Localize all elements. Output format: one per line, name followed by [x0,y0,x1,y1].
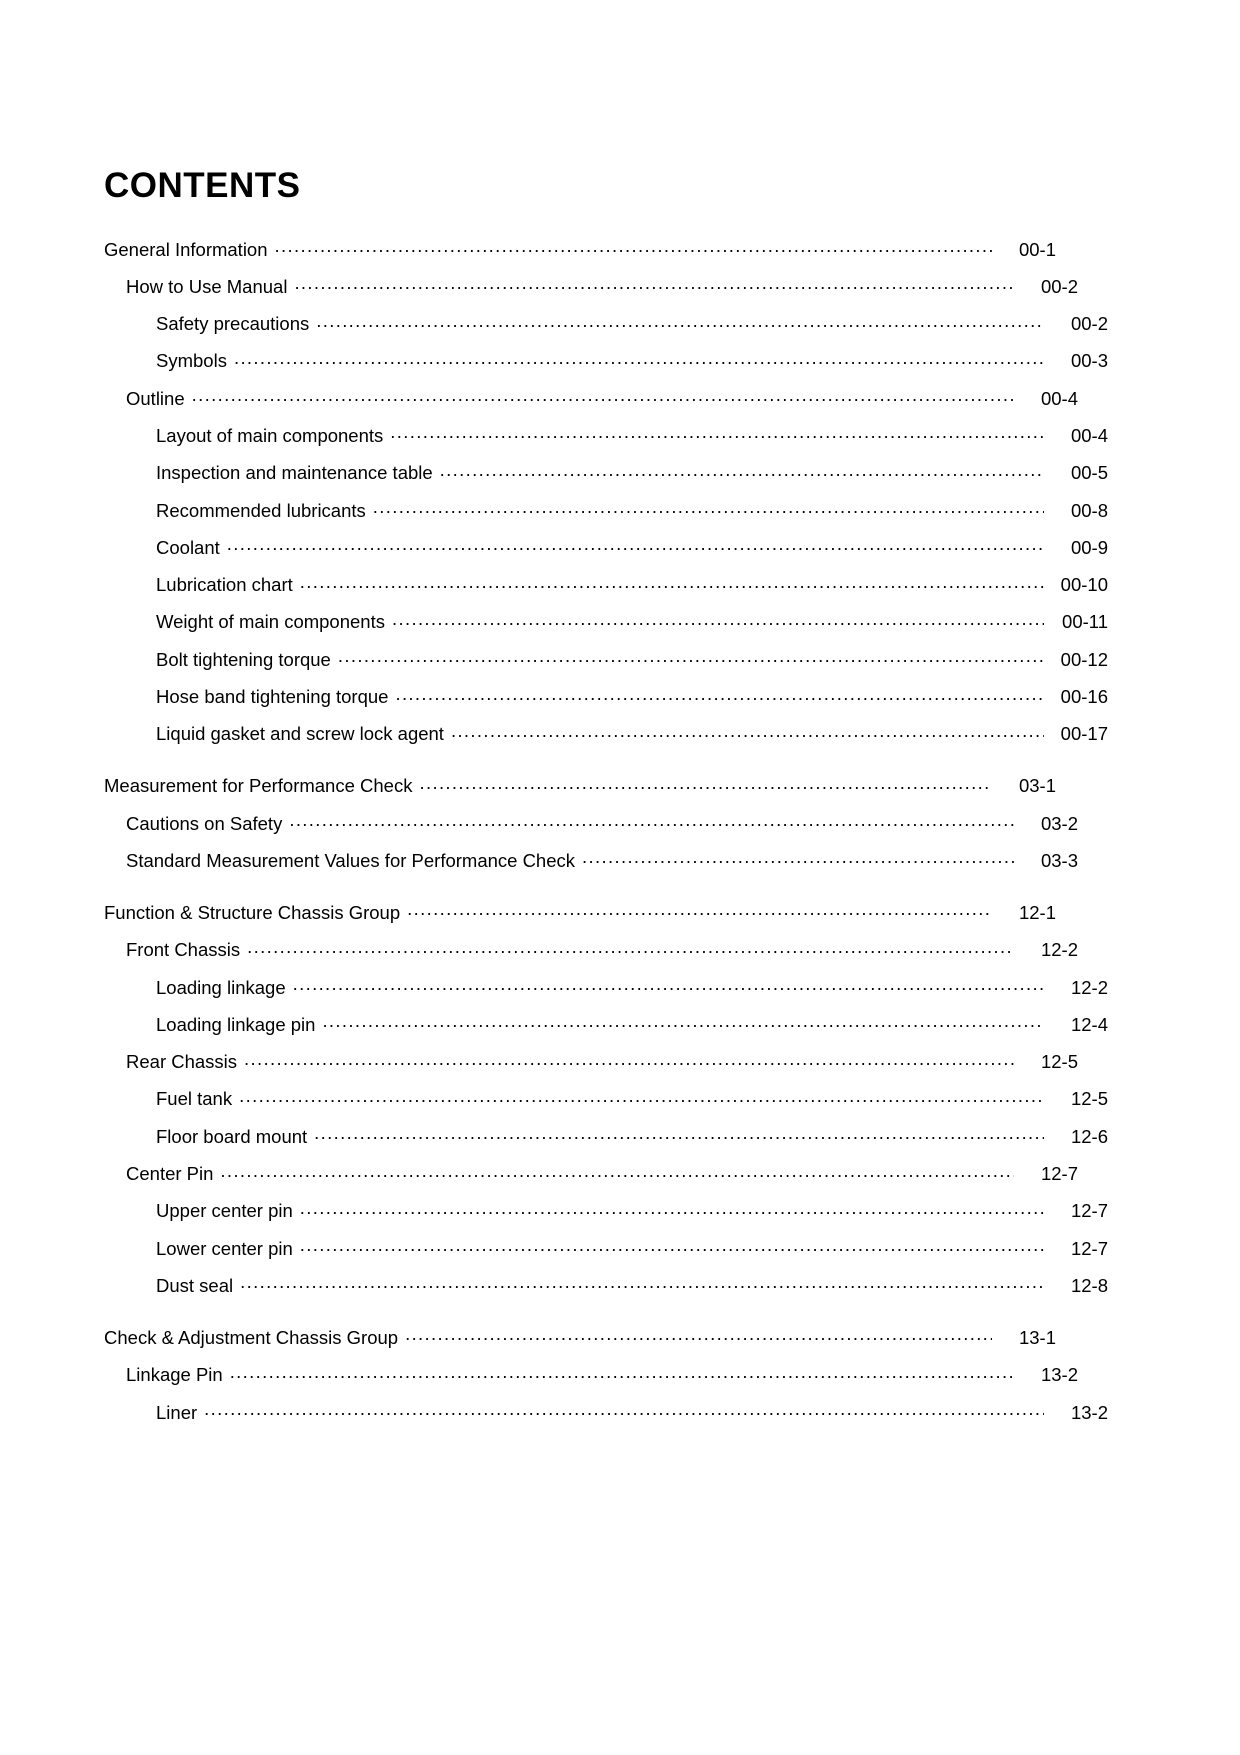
toc-entry[interactable] [156,685,1108,707]
toc-entry-label: General Information [104,238,268,260]
toc-entry-page-number: 00-17 [1060,723,1108,745]
toc-entry-label: Layout of main components [156,424,384,446]
toc-entry-label: Safety precautions [156,313,310,335]
toc-entry-label: Recommended lubricants [156,499,366,521]
toc-entry-page-number: 00-16 [1060,686,1108,708]
toc-entry-label: Front Chassis [126,939,241,961]
toc-leader-dots [395,685,1044,704]
toc-entry-page-number: 12-8 [1070,1274,1108,1296]
toc-entry-page-number: 12-5 [1040,1051,1078,1073]
toc-entry-page-number: 03-1 [1018,775,1056,797]
toc-entry-page-number: 13-1 [1018,1326,1056,1348]
toc-entry-label: Symbols [156,350,227,372]
toc-leader-dots [294,274,1014,293]
toc-entry[interactable] [156,535,1108,557]
toc-leader-dots [244,1050,1014,1069]
toc-entry[interactable] [156,573,1108,595]
toc-leader-dots [192,386,1014,405]
toc-entry-label: Standard Measurement Values for Performance Check [126,849,576,871]
toc-entry[interactable] [126,811,1078,833]
toc-entry-label: Function & Structure Chassis Group [104,901,401,923]
toc-entry[interactable] [126,1162,1078,1184]
toc-entry-label: Fuel tank [156,1088,233,1110]
toc-entry-label: Outline [126,387,185,409]
toc-entry[interactable] [104,900,1056,922]
toc-entry[interactable] [156,312,1108,334]
toc-leader-dots [204,1400,1044,1419]
toc-leader-dots [220,1162,1014,1181]
toc-entry-page-number: 00-9 [1070,536,1108,558]
toc-entry-page-number: 00-5 [1070,462,1108,484]
toc-leader-dots [300,1236,1044,1255]
toc-leader-dots [338,647,1044,666]
toc-entry-label: Inspection and maintenance table [156,462,433,484]
toc-entry-page-number: 00-1 [1018,238,1056,260]
toc-leader-dots [390,423,1044,442]
toc-leader-dots [407,900,992,919]
toc-leader-dots [314,1124,1044,1143]
toc-leader-dots [275,237,992,256]
toc-entry-page-number: 12-1 [1018,901,1056,923]
toc-entry[interactable] [156,1012,1108,1034]
toc-entry[interactable] [156,1199,1108,1221]
toc-entry-page-number: 12-5 [1070,1088,1108,1110]
toc-entry-label: Lower center pin [156,1237,293,1259]
toc-entry-page-number: 13-2 [1040,1364,1078,1386]
toc-entry[interactable] [156,722,1108,744]
toc-leader-dots [230,1363,1014,1382]
toc-entry-label: Measurement for Performance Check [104,775,413,797]
toc-leader-dots [451,722,1044,741]
toc-entry[interactable] [126,938,1078,960]
toc-entry-label: Upper center pin [156,1200,293,1222]
table-of-contents-list [104,237,1108,1423]
toc-entry[interactable] [156,498,1108,520]
toc-entry-label: Liquid gasket and screw lock agent [156,723,444,745]
toc-entry-label: Coolant [156,536,220,558]
toc-entry-page-number: 03-2 [1040,812,1078,834]
toc-entry-label: Linkage Pin [126,1364,223,1386]
toc-entry[interactable] [126,274,1078,296]
toc-entry-page-number: 00-10 [1060,574,1108,596]
toc-entry-page-number: 03-3 [1040,849,1078,871]
toc-leader-dots [392,610,1044,629]
toc-leader-dots [322,1012,1044,1031]
toc-leader-dots [239,1087,1044,1106]
toc-entry[interactable] [126,386,1078,408]
toc-entry-label: Check & Adjustment Chassis Group [104,1326,399,1348]
toc-entry[interactable] [126,1363,1078,1385]
toc-entry[interactable] [156,1087,1108,1109]
toc-entry-page-number: 13-2 [1070,1401,1108,1423]
toc-leader-dots [293,975,1044,994]
toc-entry[interactable] [104,774,1056,796]
toc-entry-page-number: 00-8 [1070,499,1108,521]
toc-entry-page-number: 12-2 [1070,976,1108,998]
toc-entry[interactable] [104,237,1056,259]
toc-entry-page-number: 12-7 [1040,1163,1078,1185]
toc-leader-dots [300,1199,1044,1218]
toc-content [104,166,1108,1437]
toc-entry[interactable] [156,349,1108,371]
toc-entry-label: Cautions on Safety [126,812,283,834]
toc-entry-page-number: 00-11 [1062,611,1108,633]
toc-leader-dots [582,848,1014,867]
toc-entry-label: Hose band tightening torque [156,686,389,708]
toc-entry-label: Center Pin [126,1163,214,1185]
toc-entry-label: Liner [156,1401,198,1423]
toc-entry-label: Floor board mount [156,1125,308,1147]
toc-entry-page-number: 12-4 [1070,1013,1108,1035]
toc-leader-dots [300,573,1044,592]
toc-entry[interactable] [126,848,1078,870]
toc-entry-label: Weight of main components [156,611,385,633]
toc-entry-label: Bolt tightening torque [156,648,331,670]
toc-entry-page-number: 00-4 [1070,424,1108,446]
toc-leader-dots [240,1273,1044,1292]
toc-entry[interactable] [156,610,1108,632]
toc-leader-dots [440,461,1044,480]
toc-entry[interactable] [156,975,1108,997]
toc-entry[interactable] [156,423,1108,445]
toc-entry-label: Rear Chassis [126,1051,238,1073]
toc-entry-label: Lubrication chart [156,574,293,596]
toc-entry[interactable] [104,1325,1056,1347]
toc-entry-page-number: 00-2 [1040,275,1078,297]
toc-entry-label: Dust seal [156,1274,234,1296]
toc-entry-label: Loading linkage pin [156,1013,316,1035]
toc-entry-label: How to Use Manual [126,275,288,297]
toc-entry[interactable] [156,1124,1108,1146]
toc-entry[interactable] [156,647,1108,669]
toc-entry-page-number: 00-2 [1070,313,1108,335]
toc-entry[interactable] [156,1273,1108,1295]
toc-entry-page-number: 00-4 [1040,387,1078,409]
toc-entry-label: Loading linkage [156,976,286,998]
toc-leader-dots [247,938,1014,957]
toc-entry-page-number: 12-2 [1040,939,1078,961]
toc-entry-page-number: 12-7 [1070,1237,1108,1259]
toc-entry[interactable] [156,461,1108,483]
toc-leader-dots [419,774,992,793]
toc-entry-page-number: 12-7 [1070,1200,1108,1222]
toc-entry[interactable] [156,1400,1108,1422]
toc-entry[interactable] [156,1236,1108,1258]
toc-leader-dots [405,1325,992,1344]
toc-entry-page-number: 00-3 [1070,350,1108,372]
toc-leader-dots [234,349,1044,368]
toc-leader-dots [316,312,1044,331]
toc-leader-dots [373,498,1044,517]
toc-entry[interactable] [126,1050,1078,1072]
toc-leader-dots [227,535,1044,554]
toc-entry-page-number: 00-12 [1060,648,1108,670]
toc-entry-page-number: 12-6 [1070,1125,1108,1147]
page-title: CONTENTS [104,166,301,205]
toc-leader-dots [289,811,1014,830]
